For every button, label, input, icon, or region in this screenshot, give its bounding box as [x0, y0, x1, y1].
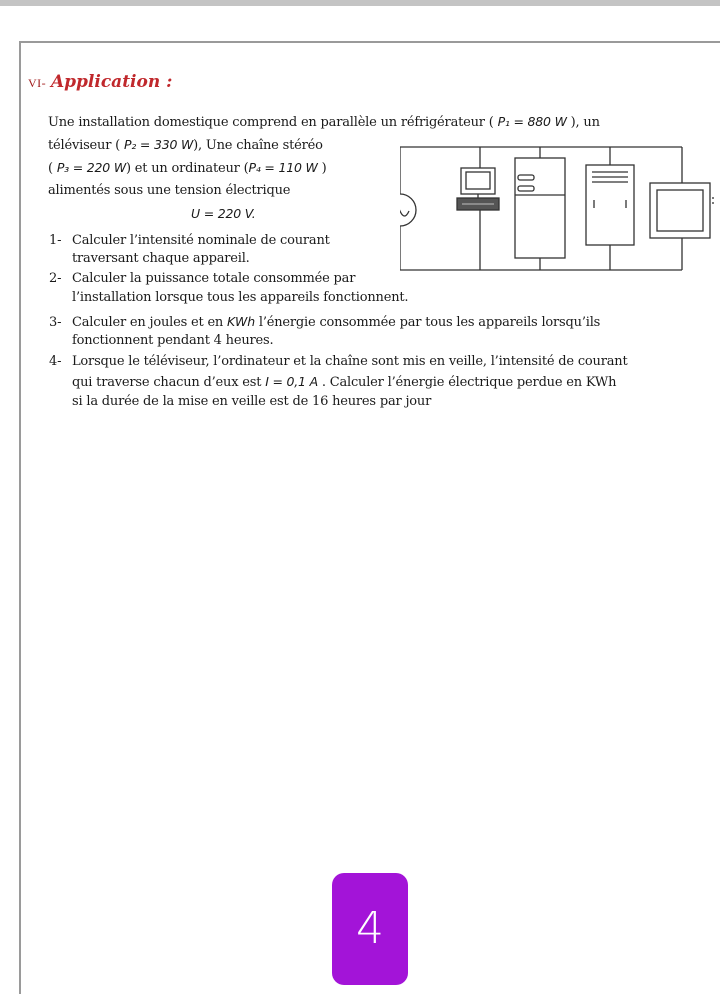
ac-source-icon	[400, 194, 416, 226]
question-4-line-3: si la durée de la mise en veille est de 16 heures par jour	[72, 394, 432, 409]
intro-line-4: alimentés sous une tension électrique	[48, 183, 291, 198]
question-3-line-1: 3- Calculer en joules et en KWh l’énergie consommée par tous les appareils lorsqu’ils	[49, 314, 601, 330]
power-p1: P₁ = 880 W	[497, 114, 567, 129]
intro-line-1: Une installation domestique comprend en parallèle un réfrigérateur ( P₁ = 880 W ), un	[48, 114, 600, 130]
television-icon	[650, 183, 714, 238]
section-heading	[28, 72, 172, 92]
top-bar	[0, 0, 720, 6]
stereo-icon	[586, 165, 634, 245]
power-p4: P₄ = 110 W	[248, 160, 318, 175]
question-1-line-1: 1- Calculer l’intensité nominale de courant	[49, 233, 330, 248]
question-4-line-1: 4- Lorsque le téléviseur, l’ordinateur et la chaîne sont mis en veille, l’intensité de courant	[49, 354, 628, 369]
question-3-line-2: fonctionnent pendant 4 heures.	[72, 333, 274, 348]
section-title: Application :	[50, 72, 173, 92]
question-2-line-1: 2- Calculer la puissance totale consommée par	[49, 271, 356, 286]
circuit-diagram	[400, 140, 715, 275]
intro-line-3: ( P₃ = 220 W) et un ordinateur (P₄ = 110 W )	[48, 160, 327, 176]
intro-line-2: téléviseur ( P₂ = 330 W), Une chaîne stéréo	[48, 137, 323, 153]
question-4-line-2: qui traverse chacun d’eux est I = 0,1 A . Calculer l’énergie électrique perdue en KWh	[72, 374, 617, 390]
section-number: VI-	[28, 76, 47, 90]
refrigerator-icon	[515, 158, 565, 258]
voltage: U = 220 V.	[191, 206, 256, 221]
page-number-badge: 4	[332, 873, 408, 985]
question-2-line-2: l’installation lorsque tous les appareils fonctionnent.	[72, 290, 409, 305]
power-p2: P₂ = 330 W	[123, 137, 194, 152]
computer-icon	[457, 168, 499, 210]
power-p3: P₃ = 220 W	[56, 160, 126, 175]
question-1-line-2: traversant chaque appareil.	[72, 251, 250, 266]
